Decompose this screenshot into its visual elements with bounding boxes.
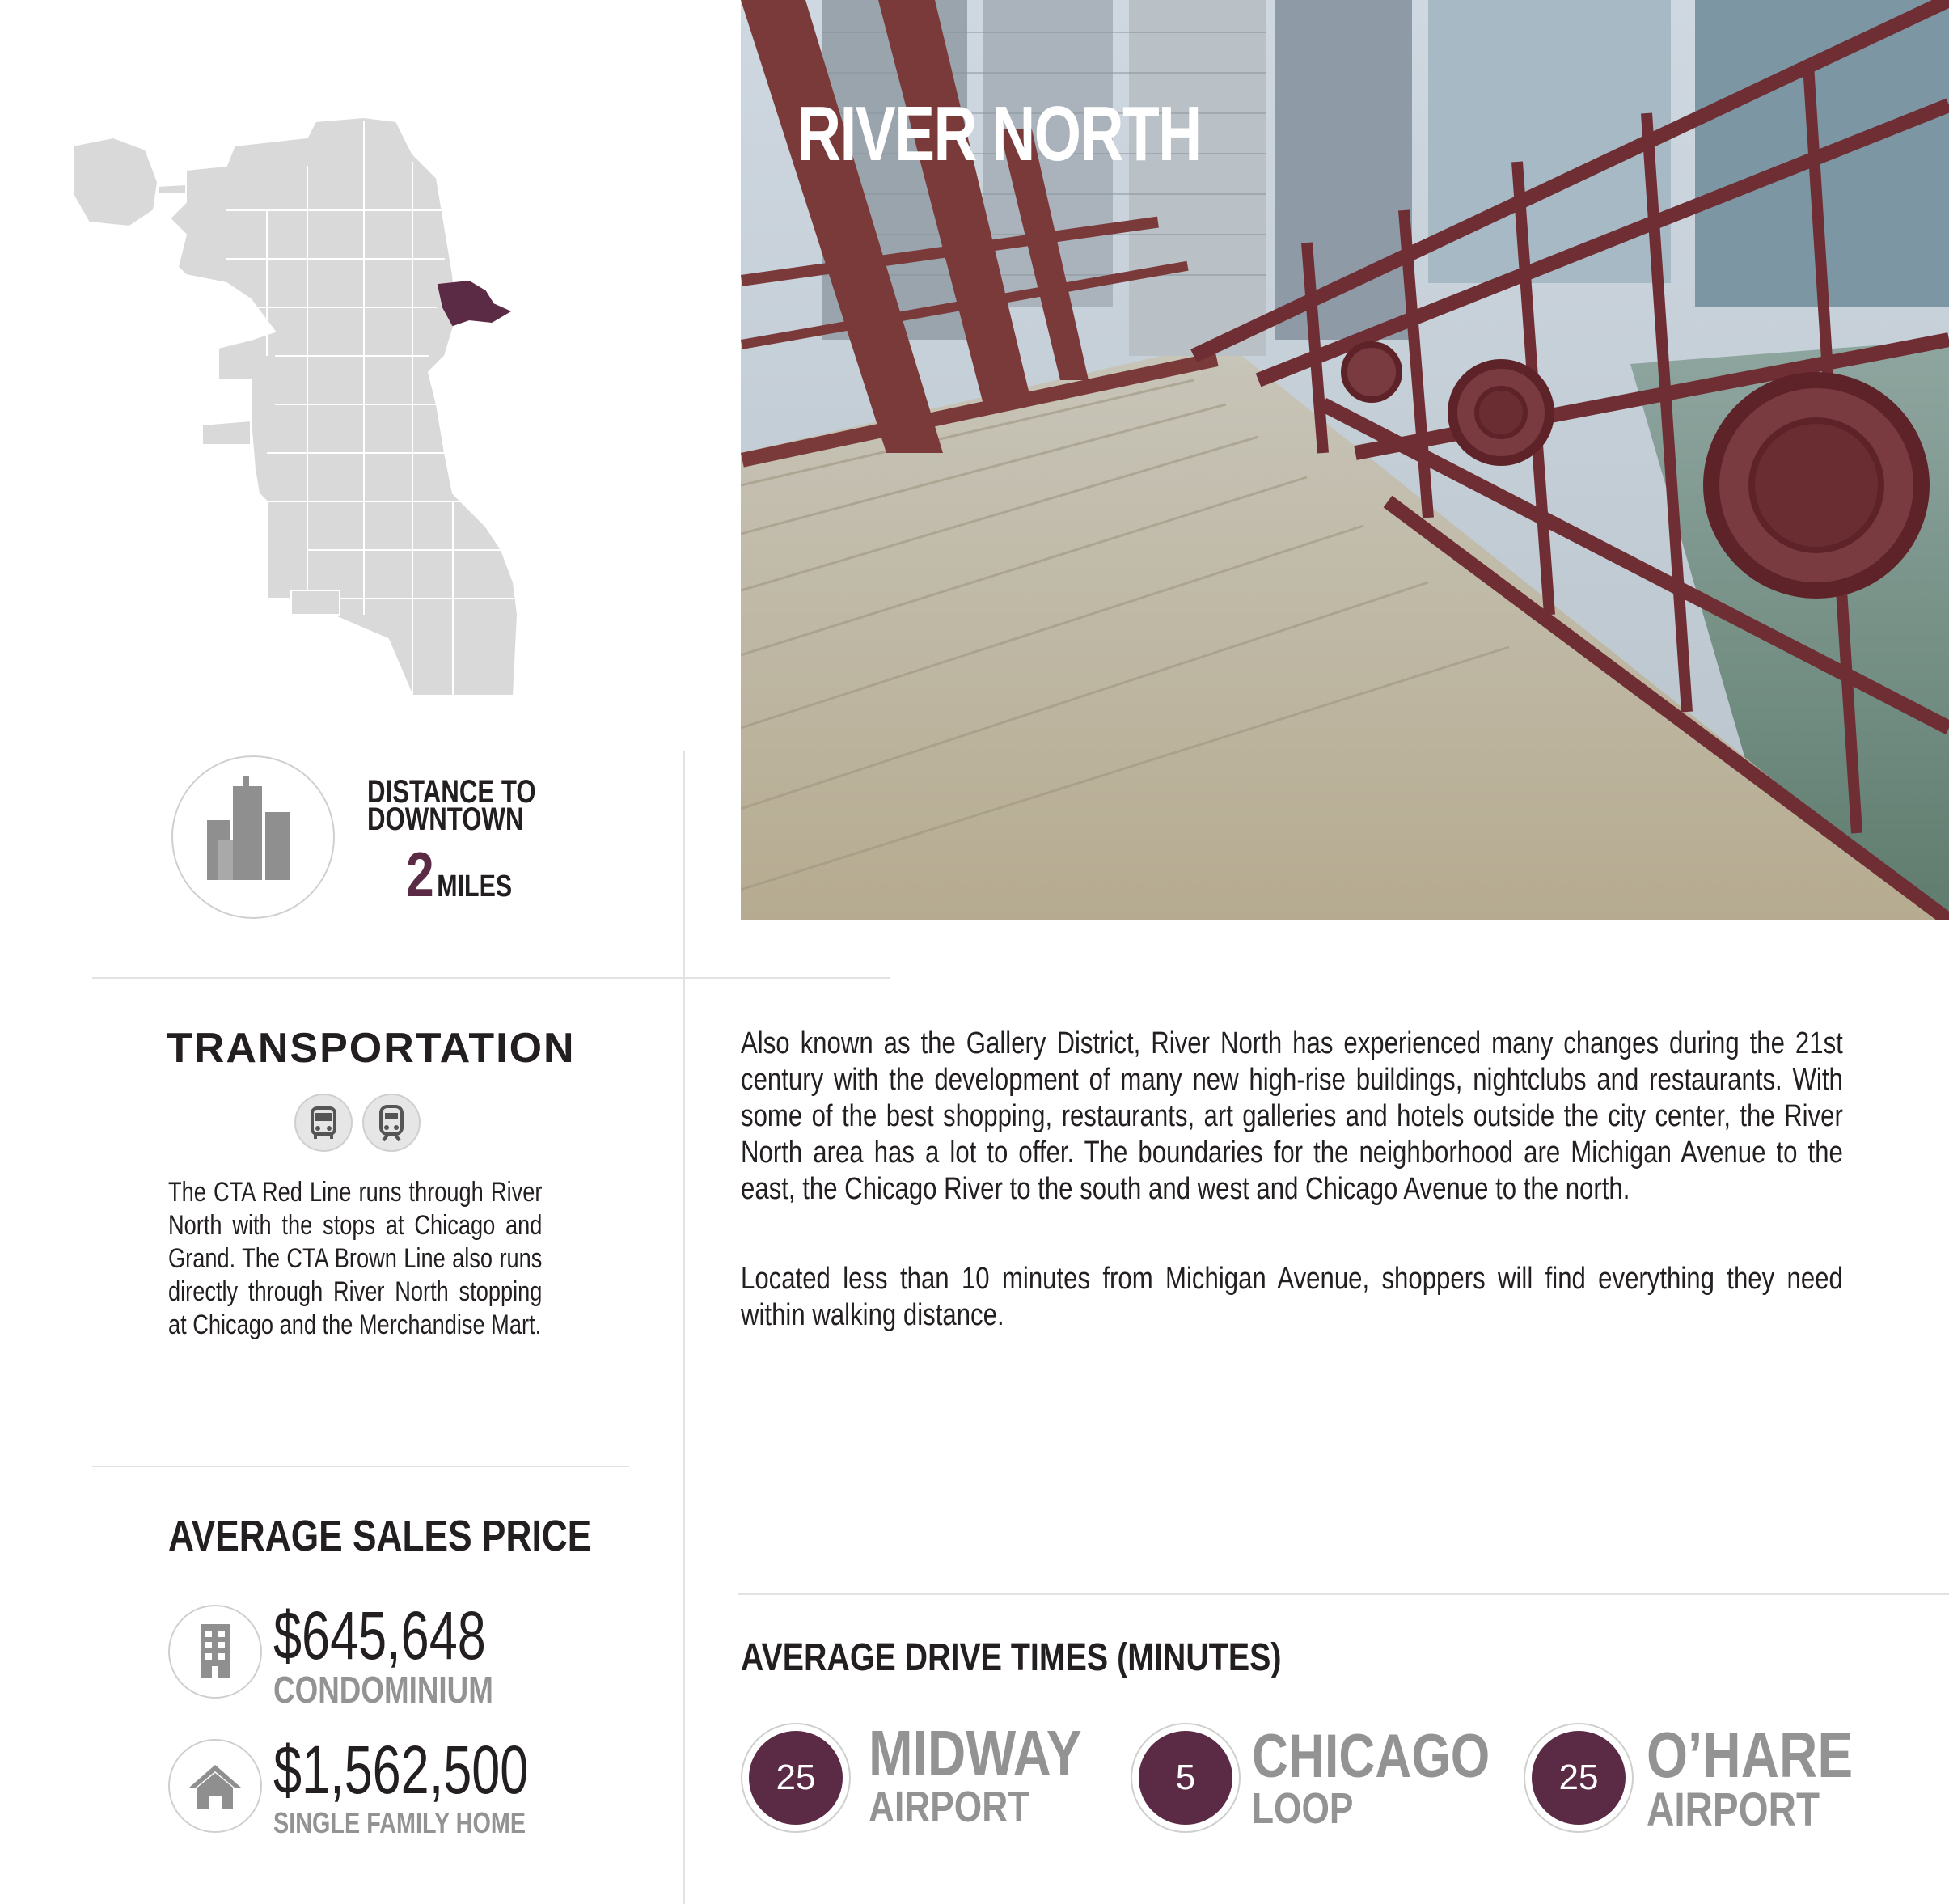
distance-heading-line2: DOWNTOWN	[367, 802, 524, 837]
hero-photo	[741, 0, 1949, 920]
chicago-neighborhood-map	[65, 113, 615, 704]
distance-heading	[367, 774, 536, 837]
description	[741, 1026, 1949, 1332]
drive-label-midway	[869, 1717, 1082, 1831]
river-north-highlight	[438, 281, 509, 325]
drive-minutes-loop: 5	[1139, 1731, 1232, 1825]
drive-line2-ohare: AIRPORT	[1647, 1783, 1820, 1836]
home-price: $1,562,500	[273, 1732, 529, 1808]
distance-value-row	[406, 838, 512, 912]
condo-price: $645,648	[273, 1597, 486, 1673]
drive-line2-midway: AIRPORT	[869, 1783, 1030, 1831]
drive-heading: AVERAGE DRIVE TIMES (MINUTES)	[741, 1636, 1282, 1679]
drive-line1-loop: CHICAGO	[1252, 1722, 1490, 1791]
horizontal-divider-transport	[92, 1466, 629, 1467]
drive-circle-loop	[1131, 1723, 1241, 1833]
train-icon	[364, 1095, 419, 1150]
sales-heading: AVERAGE SALES PRICE	[168, 1512, 592, 1560]
bus-icon-circle	[294, 1094, 353, 1152]
train-icon-circle	[362, 1094, 421, 1152]
transportation-heading: TRANSPORTATION	[167, 1025, 576, 1072]
condo-icon-circle	[168, 1605, 262, 1699]
drive-line1-midway: MIDWAY	[869, 1717, 1082, 1789]
horizontal-divider-distance	[92, 977, 890, 979]
transportation-body: The CTA Red Line runs through River North with the stops at Chicago and Grand. The CTA Brown Line also runs directly through River North stopping at Chicago and the Merchandise Mart.	[168, 1177, 543, 1340]
distance-value: 2	[406, 839, 434, 910]
hero-title: RIVER NORTH	[797, 91, 1201, 177]
horizontal-divider-drive	[738, 1593, 1949, 1595]
house-icon	[170, 1741, 260, 1831]
distance-unit: MILES	[437, 869, 513, 903]
condo-label: CONDOMINIUM	[273, 1669, 493, 1711]
transportation-body-wrap	[168, 1176, 636, 1342]
drive-circle-midway	[741, 1723, 851, 1833]
drive-line1-ohare: O’HARE	[1647, 1719, 1854, 1791]
home-label: SINGLE FAMILY HOME	[273, 1806, 526, 1839]
city-skyline-icon	[171, 755, 335, 919]
distance-heading-line1: DISTANCE TO	[367, 774, 536, 810]
drive-label-loop	[1252, 1722, 1490, 1833]
bus-icon	[296, 1095, 351, 1150]
drive-minutes-midway: 25	[749, 1731, 843, 1825]
drive-circle-ohare	[1524, 1723, 1634, 1833]
drive-label-ohare	[1647, 1719, 1854, 1836]
distance-icon-circle	[171, 755, 335, 919]
drive-minutes-ohare: 25	[1532, 1731, 1626, 1825]
description-paragraph-2: Located less than 10 minutes from Michigan Avenue, shoppers will find everything they need within walking distance.	[741, 1262, 1843, 1332]
description-paragraph-1: Also known as the Gallery District, River North has experienced many changes during the 21st century with the development of many new high-rise buildings, nightclubs and restaurants. With some of the best shopping, restaurants, art galleries and hotels outside the city center, the River North area has a lot to offer. The boundaries for the neighborhood are Michigan Avenue to the east, the Chicago River to the south and west and Chicago Avenue to the north.	[741, 1026, 1843, 1206]
building-icon	[170, 1606, 260, 1697]
drive-line2-loop: LOOP	[1252, 1784, 1354, 1833]
vertical-divider	[683, 751, 685, 1904]
house-icon-circle	[168, 1739, 262, 1833]
